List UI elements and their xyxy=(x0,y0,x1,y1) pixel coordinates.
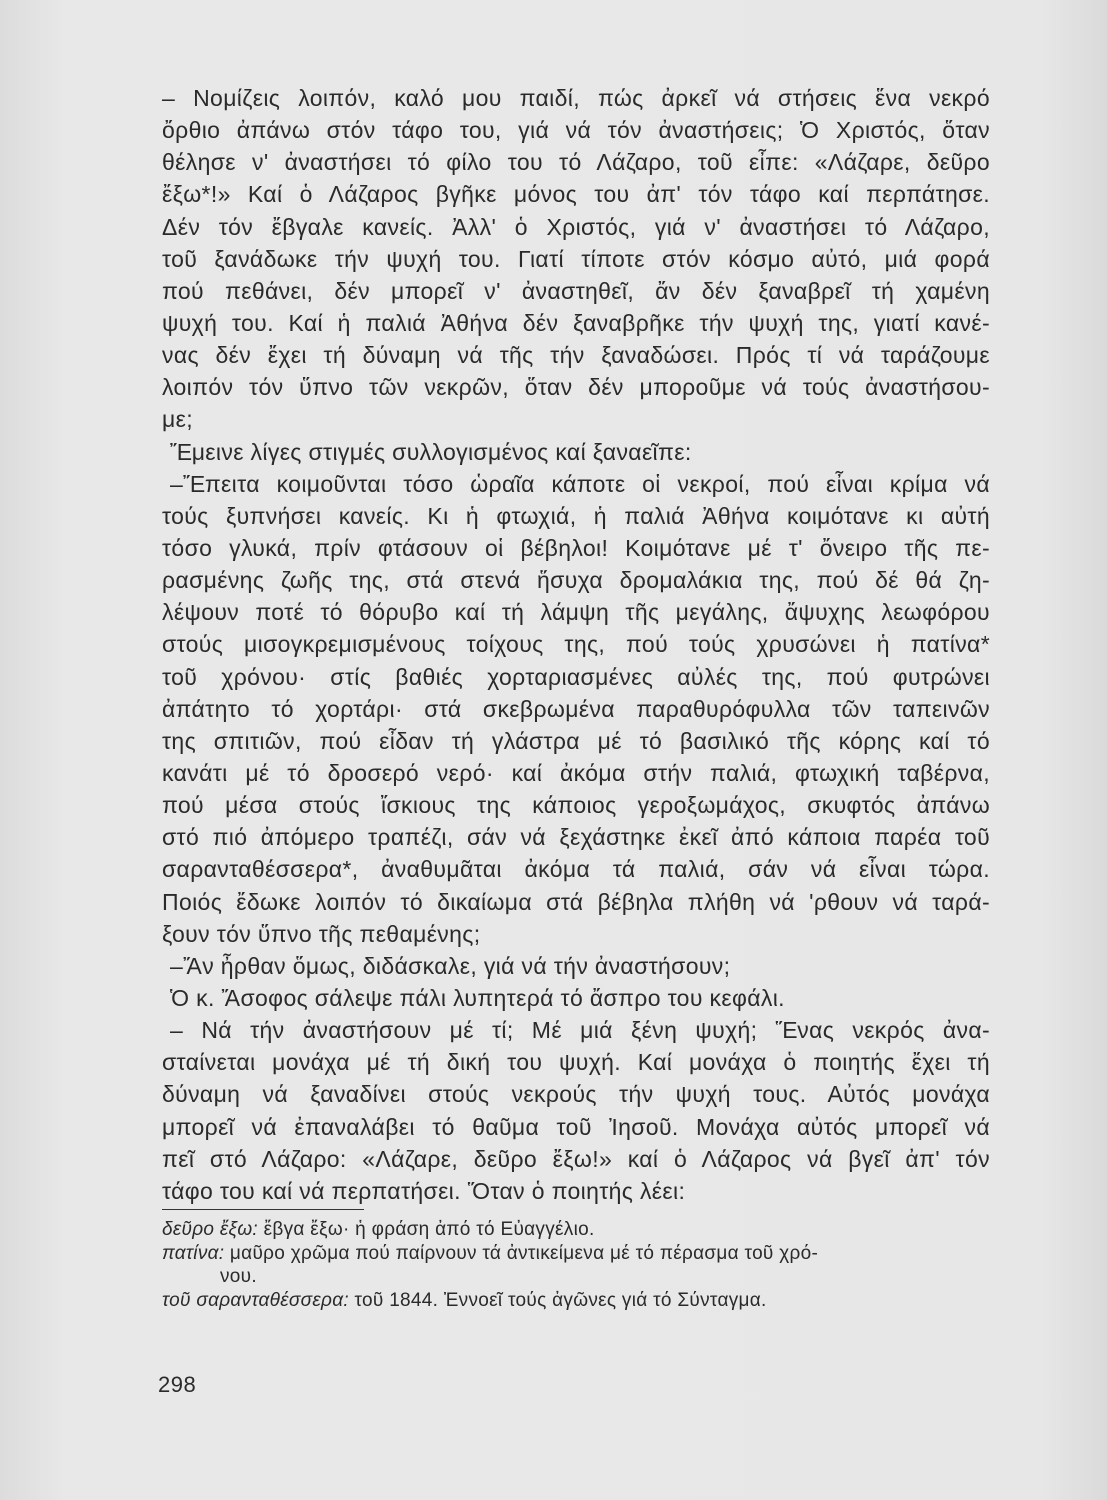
text-line: μπορεῖ νά ἐπαναλάβει τό θαῦμα τοῦ Ἰησοῦ. Μονάχα αὐτός μπορεῖ νά xyxy=(162,1113,990,1140)
footnote-text: τοῦ 1844. Ἐννοεῖ τούς ἀγῶνες γιά τό Σύνταγμα. xyxy=(348,1289,767,1311)
footnote-term: δεῦρο ἔξω: xyxy=(162,1219,258,1240)
text-line: Ποιός ἔδωκε λοιπόν τό δικαίωμα στά βέβηλα πλήθη νά 'ρθουν νά ταρά- xyxy=(162,888,990,915)
text-line: τοῦ χρόνου· στίς βαθιές χορταριασμένες αὐλές της, πού φυτρώνει xyxy=(162,663,990,690)
text-line: Ὁ κ. Ἄσοφος σάλεψε πάλι λυπητερά τό ἄσπρο του κεφάλι. xyxy=(170,984,785,1011)
text-line: – Νομίζεις λοιπόν, καλό μου παιδί, πώς ἀρκεῖ νά στήσεις ἕνα νεκρό xyxy=(162,85,990,111)
text-line: σαρανταθέσσερα*, ἀναθυμᾶται ἀκόμα τά παλιά, σάν νά εἶναι τώρα. xyxy=(162,856,990,883)
main-text xyxy=(162,82,990,1207)
text-line: τούς ξυπνήσει κανείς. Κι ἡ φτωχιά, ἡ παλιά Ἀθήνα κοιμότανε κι αὐτή xyxy=(162,502,990,529)
text-line: της σπιτιῶν, πού εἶδαν τή γλάστρα μέ τό βασιλικό τῆς κόρης καί τό xyxy=(162,727,990,754)
text-line: – Νά τήν ἀναστήσουν μέ τί; Μέ μιά ξένη ψυχή; Ἕνας νεκρός ἀνα- xyxy=(170,1017,990,1044)
text-line: λοιπόν τόν ὕπνο τῶν νεκρῶν, ὅταν δέν μποροῦμε νά τούς ἀναστήσου- xyxy=(162,374,990,401)
text-line: ἀπάτητο τό χορτάρι· στά σκεβρωμένα παραθυρόφυλλα τῶν ταπεινῶν xyxy=(162,695,990,722)
text-line: δύναμη νά ξαναδίνει στούς νεκρούς τήν ψυχή τους. Αὐτός μονάχα xyxy=(162,1081,990,1108)
page-number: 298 xyxy=(158,1372,197,1397)
text-line: πού πεθάνει, δέν μπορεῖ ν' ἀναστηθεῖ, ἄν δέν ξαναβρεῖ τή χαμένη xyxy=(162,277,990,304)
text-line: πού μέσα στούς ἴσκιους της κάποιος γεροξωμάχος, σκυφτός ἀπάνω xyxy=(162,792,990,819)
text-line: στούς μισογκρεμισμένους τοίχους της, πού τούς χρυσώνει ἡ πατίνα* xyxy=(162,631,990,658)
text-line: ὄρθιο ἀπάνω στόν τάφο του, γιά νά τόν ἀναστήσεις; Ὁ Χριστός, ὅταν xyxy=(162,117,990,144)
text-line: νας δέν ἔχει τή δύναμη νά τῆς τήν ξαναδώσει. Πρός τί νά ταράζουμε xyxy=(162,342,990,369)
text-line: τόσο γλυκά, πρίν φτάσουν οἱ βέβηλοι! Κοιμότανε μέ τ' ὄνειρο τῆς πε- xyxy=(162,534,990,561)
text-line: τάφο του καί νά περπατήσει. Ὅταν ὁ ποιητής λέει: xyxy=(162,1177,686,1204)
footnotes xyxy=(162,1218,990,1312)
text-line: Δέν τόν ἔβγαλε κανείς. Ἀλλ' ὁ Χριστός, γιά ν' ἀναστήσει τό Λάζαρο, xyxy=(162,213,990,240)
text-line: με; xyxy=(162,406,193,433)
footnote xyxy=(162,1218,990,1242)
text-line: λέψουν ποτέ τό θόρυβο καί τή λάμψη τῆς μεγάλης, ἄψυχης λεωφόρου xyxy=(162,599,990,626)
footnote-separator xyxy=(162,1209,364,1210)
footnote-text: μαῦρο χρῶμα πού παίρνουν τά ἀντικείμενα μέ τό πέρασμα τοῦ χρό- xyxy=(224,1242,819,1264)
text-line: –Ἔπειτα κοιμοῦνται τόσο ὡραῖα κάποτε οἱ νεκροί, πού εἶναι κρίμα νά xyxy=(170,470,990,497)
text-line: ψυχή του. Καί ἡ παλιά Ἀθήνα δέν ξαναβρῆκε τήν ψυχή της, γιατί κανέ- xyxy=(162,309,990,336)
footnote-term: πατίνα: xyxy=(162,1242,225,1264)
text-line: κανάτι μέ τό δροσερό νερό· καί ἀκόμα στήν παλιά, φτωχική ταβέρνα, xyxy=(162,759,990,786)
footnote xyxy=(162,1289,990,1313)
footnote-text: ἔβγα ἔξω· ἡ φράση ἀπό τό Εὐαγγέλιο. xyxy=(258,1219,595,1240)
text-line: τοῦ ξανάδωκε τήν ψυχή του. Γιατί τίποτε στόν κόσμο αὐτό, μιά φορά xyxy=(162,245,990,272)
text-line: ρασμένης ζωῆς της, στά στενά ἥσυχα δρομαλάκια της, πού δέ θά ζη- xyxy=(162,567,990,594)
text-line: σταίνεται μονάχα μέ τή δική του ψυχή. Καί μονάχα ὁ ποιητής ἔχει τή xyxy=(162,1049,990,1076)
footnote-term: τοῦ σαρανταθέσσερα: xyxy=(162,1289,349,1311)
text-line: ἔξω*!» Καί ὁ Λάζαρος βγῆκε μόνος του ἀπ' τόν τάφο καί περπάτησε. xyxy=(162,181,990,208)
text-line: –Ἄν ἦρθαν ὅμως, διδάσκαλε, γιά νά τήν ἀναστήσουν; xyxy=(170,952,731,979)
footnote xyxy=(162,1242,990,1266)
text-line: πεῖ στό Λάζαρο: «Λάζαρε, δεῦρο ἔξω!» καί ὁ Λάζαρος νά βγεῖ ἀπ' τόν xyxy=(162,1145,990,1172)
text-line: ξουν τόν ὕπνο τῆς πεθαμένης; xyxy=(162,920,481,947)
text-line: στό πιό ἀπόμερο τραπέζι, σάν νά ξεχάστηκε ἐκεῖ ἀπό κάποια παρέα τοῦ xyxy=(162,824,990,851)
footnote-continuation: νου. xyxy=(220,1266,257,1287)
text-line: Ἔμεινε λίγες στιγμές συλλογισμένος καί ξαναεῖπε: xyxy=(170,438,692,465)
text-line: θέλησε ν' ἀναστήσει τό φίλο του τό Λάζαρο, τοῦ εἶπε: «Λάζαρε, δεῦρο xyxy=(162,149,990,176)
